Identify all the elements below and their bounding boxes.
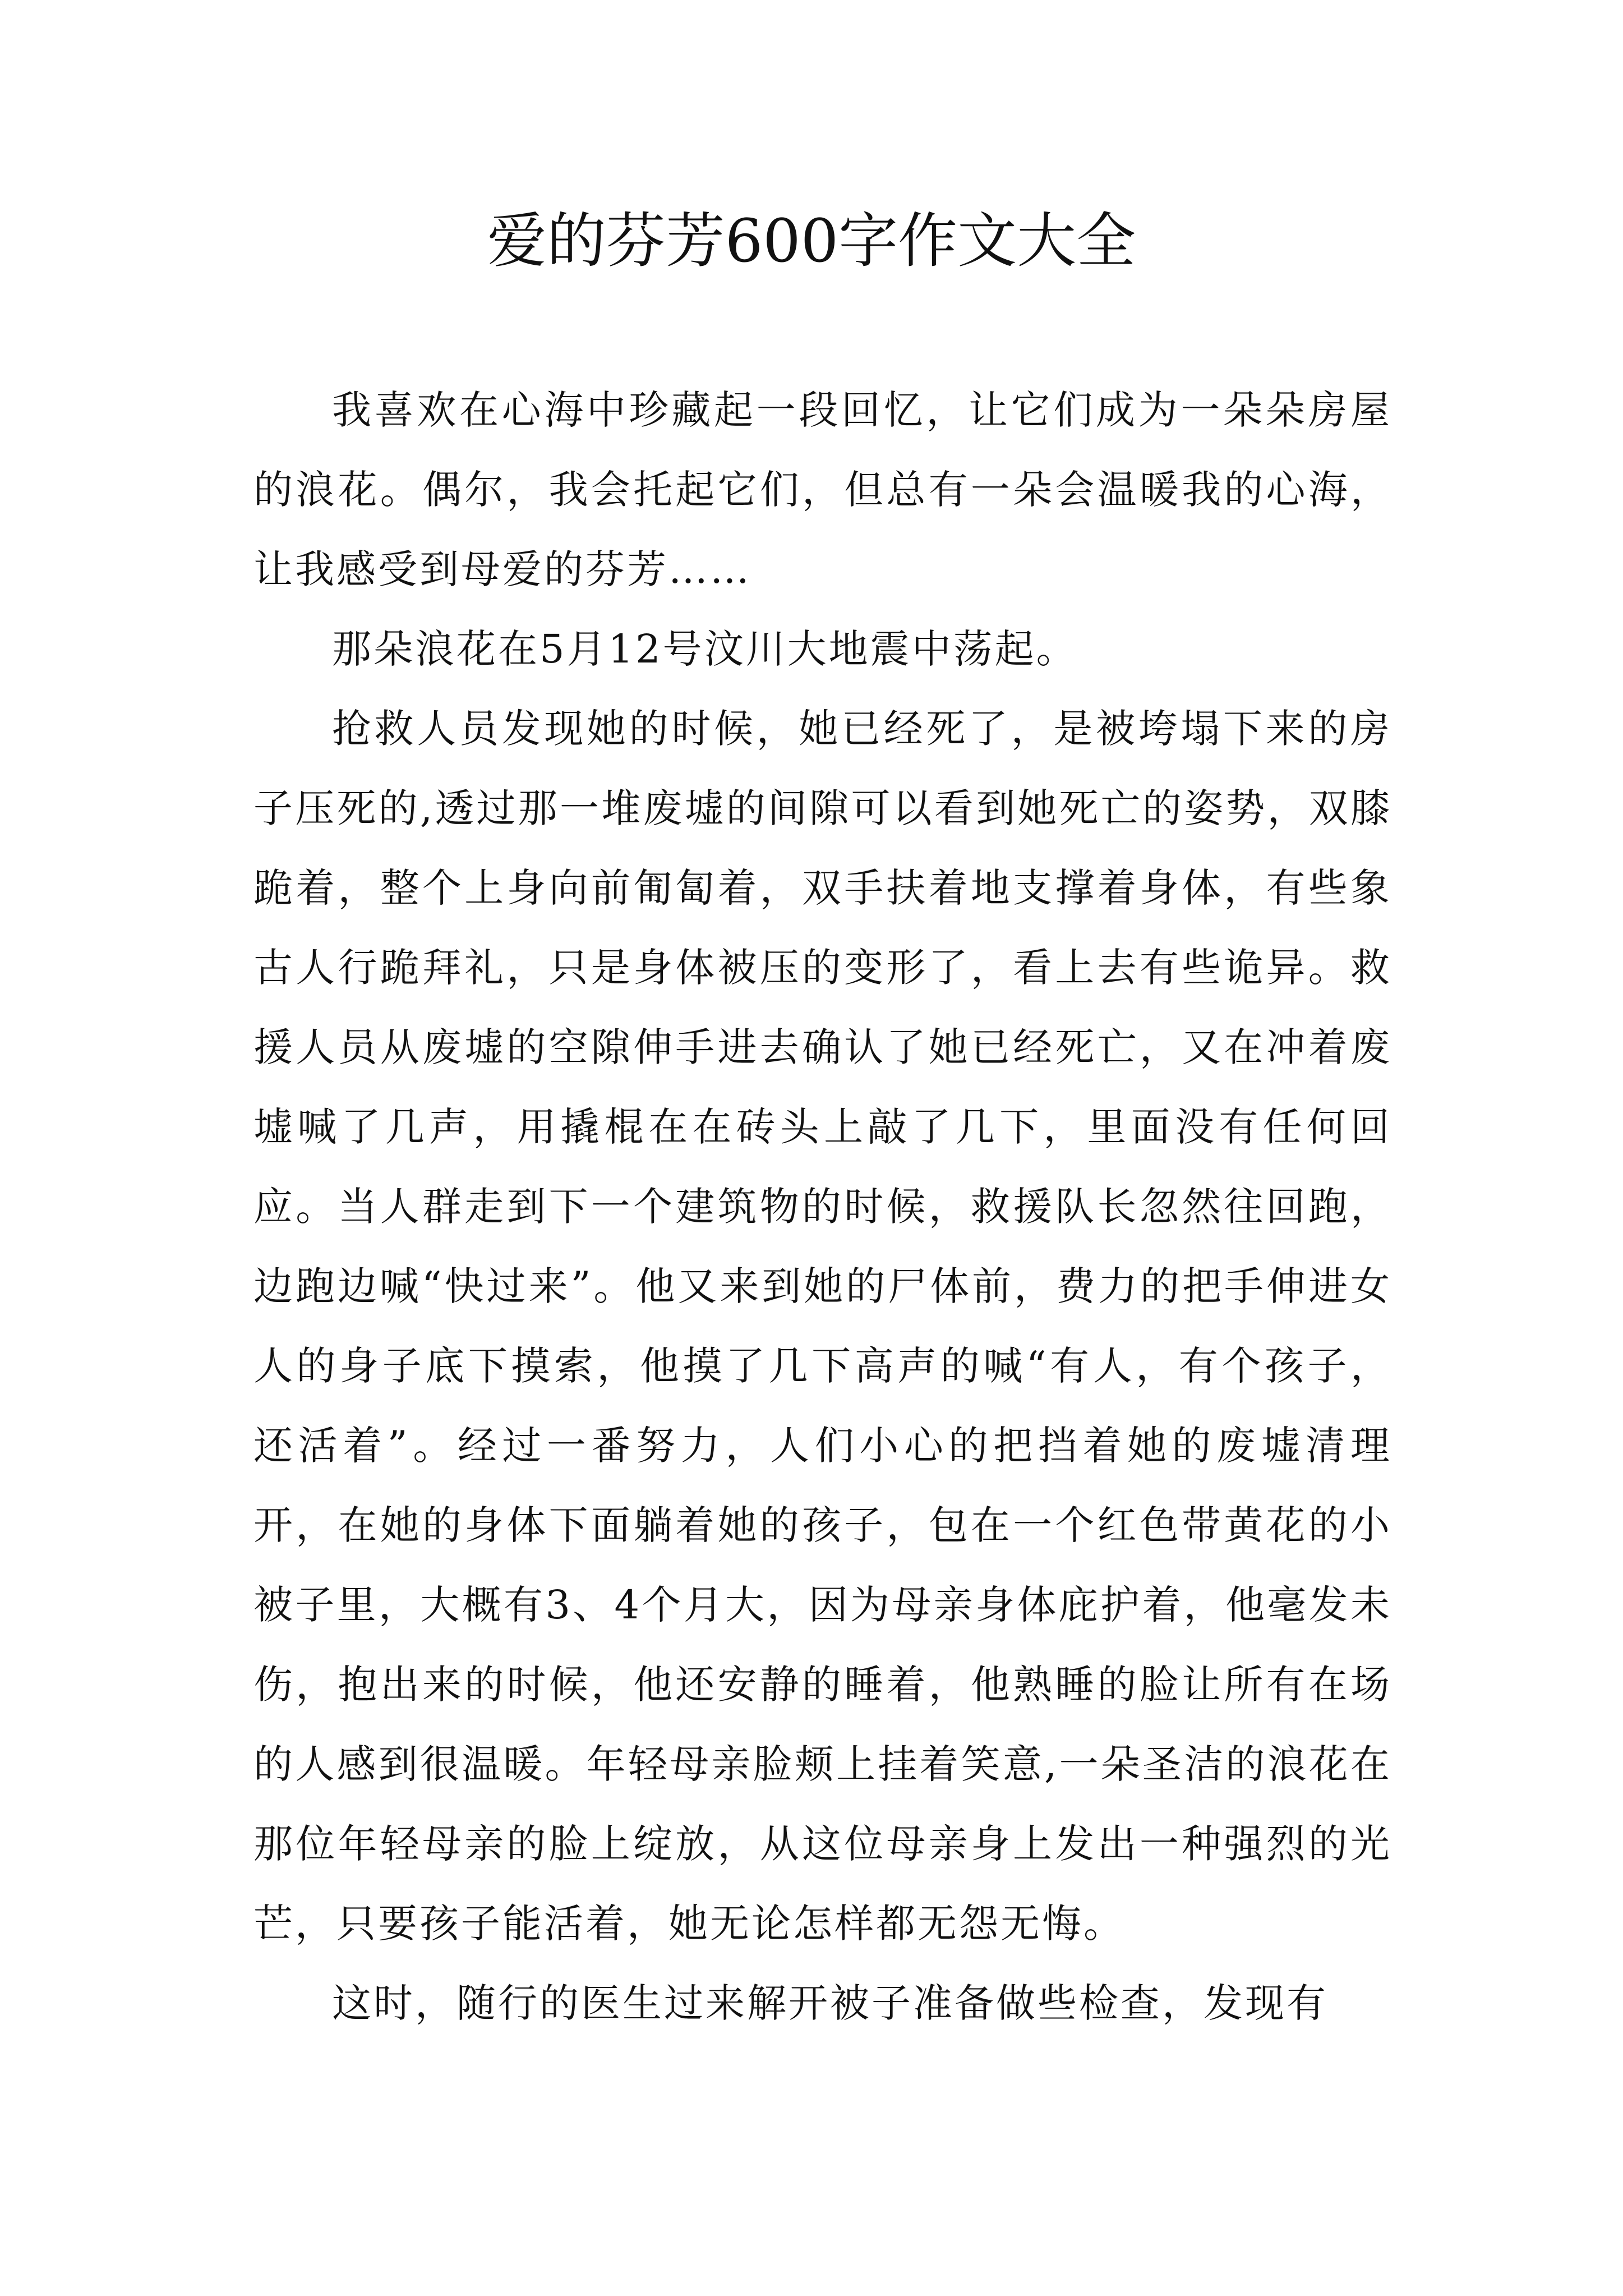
paragraph-4: 这时，随行的医生过来解开被子准备做些检查，发现有: [332, 1980, 1328, 2026]
document-title: 爱的芬芳600字作文大全: [487, 206, 1136, 275]
paragraph-1: 我喜欢在心海中珍藏起一段回忆，让它们成为一朵朵房屋的浪花。偶尔，我会托起它们，但总有一朵会温暖我的心海，让我感受到母爱的芬芳……: [253, 387, 1392, 592]
paragraph-2: 那朵浪花在5月12号汶川大地震中荡起。: [332, 626, 1078, 672]
document-body: [253, 370, 1392, 2043]
paragraph-3: 抢救人员发现她的时候，她已经死了，是被垮塌下来的房子压死的,透过那一堆废墟的间隙可以看到她死亡的姿势，双膝跪着，整个上身向前匍匐着，双手扶着地支撑着身体，有些象古人行跪拜礼，只是身体被压的变形了，看上去有些诡异。救援人员从废墟的空隙伸手进去确认了她已经死亡，又在冲着废墟喊了几声，用撬棍在在砖头上敲了几下，里面没有任何回应。当人群走到下一个建筑物的时候，救援队长忽然往回跑，边跑边喊“快过来”。他又来到她的尸体前，费力的把手伸进女人的身子底下摸索，他摸了几下高声的喊“有人，有个孩子，还活着”。经过一番努力，人们小心的把挡着她的废墟清理开，在她的身体下面躺着她的孩子，包在一个红色带黄花的小被子里，大概有3、4个月大，因为母亲身体庇护着，他毫发未伤，抱出来的时候，他还安静的睡着，他熟睡的脸让所有在场的人感到很温暖。年轻母亲脸颊上挂着笑意,一朵圣洁的浪花在那位年轻母亲的脸上绽放，从这位母亲身上发出一种强烈的光芒，只要孩子能活着，她无论怎样都无怨无悔。: [253, 706, 1392, 1947]
